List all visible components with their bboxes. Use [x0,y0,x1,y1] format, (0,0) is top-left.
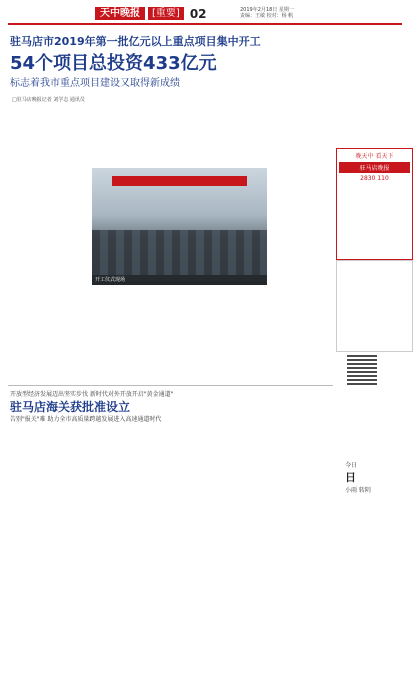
ad-red-label: 驻马店晚报 [339,162,410,173]
header-rule [8,23,402,25]
section-divider [8,385,333,386]
brand-logo: 天中晚报 [95,7,145,20]
article2-pre: 开放型经济发展迈出坚实步伐 新时代对外开放开启"黄金通道" [10,391,174,398]
weather-desc: 小雨 转阴 [345,487,371,494]
date-meta [240,7,360,19]
article-lead: 驻马店市2019年第一批亿元以上重点项目集中开工 [10,35,261,48]
weather-today: 今日 [345,462,358,469]
article2-sub: 告别"报关"难 助力全市高质量跨越发展进入高速通道时代 [10,416,162,423]
article-photo [92,168,267,285]
weather-box [345,460,405,494]
ad-title: 晚天中 看天下 [355,153,394,160]
weather-day: 日 [345,471,356,484]
date-line: 2019年2月18日 星期一 [240,7,294,13]
article-headline: 54个项目总投资433亿元 [10,53,217,74]
side-info-box [336,260,413,352]
masthead [95,7,207,20]
article-byline: □驻马店晚报记者 刘学志 通讯员 [12,97,85,103]
section-label: [重要] [148,7,184,20]
photo-banner [112,176,247,186]
article-subhead: 标志着我市重点项目建设又取得新成绩 [10,78,180,89]
qr-code-icon [347,355,377,385]
page-number: 02 [189,6,207,21]
side-ad[interactable] [336,148,413,260]
article2-headline: 驻马店海关获批准设立 [10,400,131,414]
photo-people [92,230,267,275]
editor-line: 责编：王敏 校对：杨 帆 [240,13,294,19]
ad-phone: 2830 110 [360,175,389,182]
photo-caption: 开工仪式现场 [92,275,267,285]
